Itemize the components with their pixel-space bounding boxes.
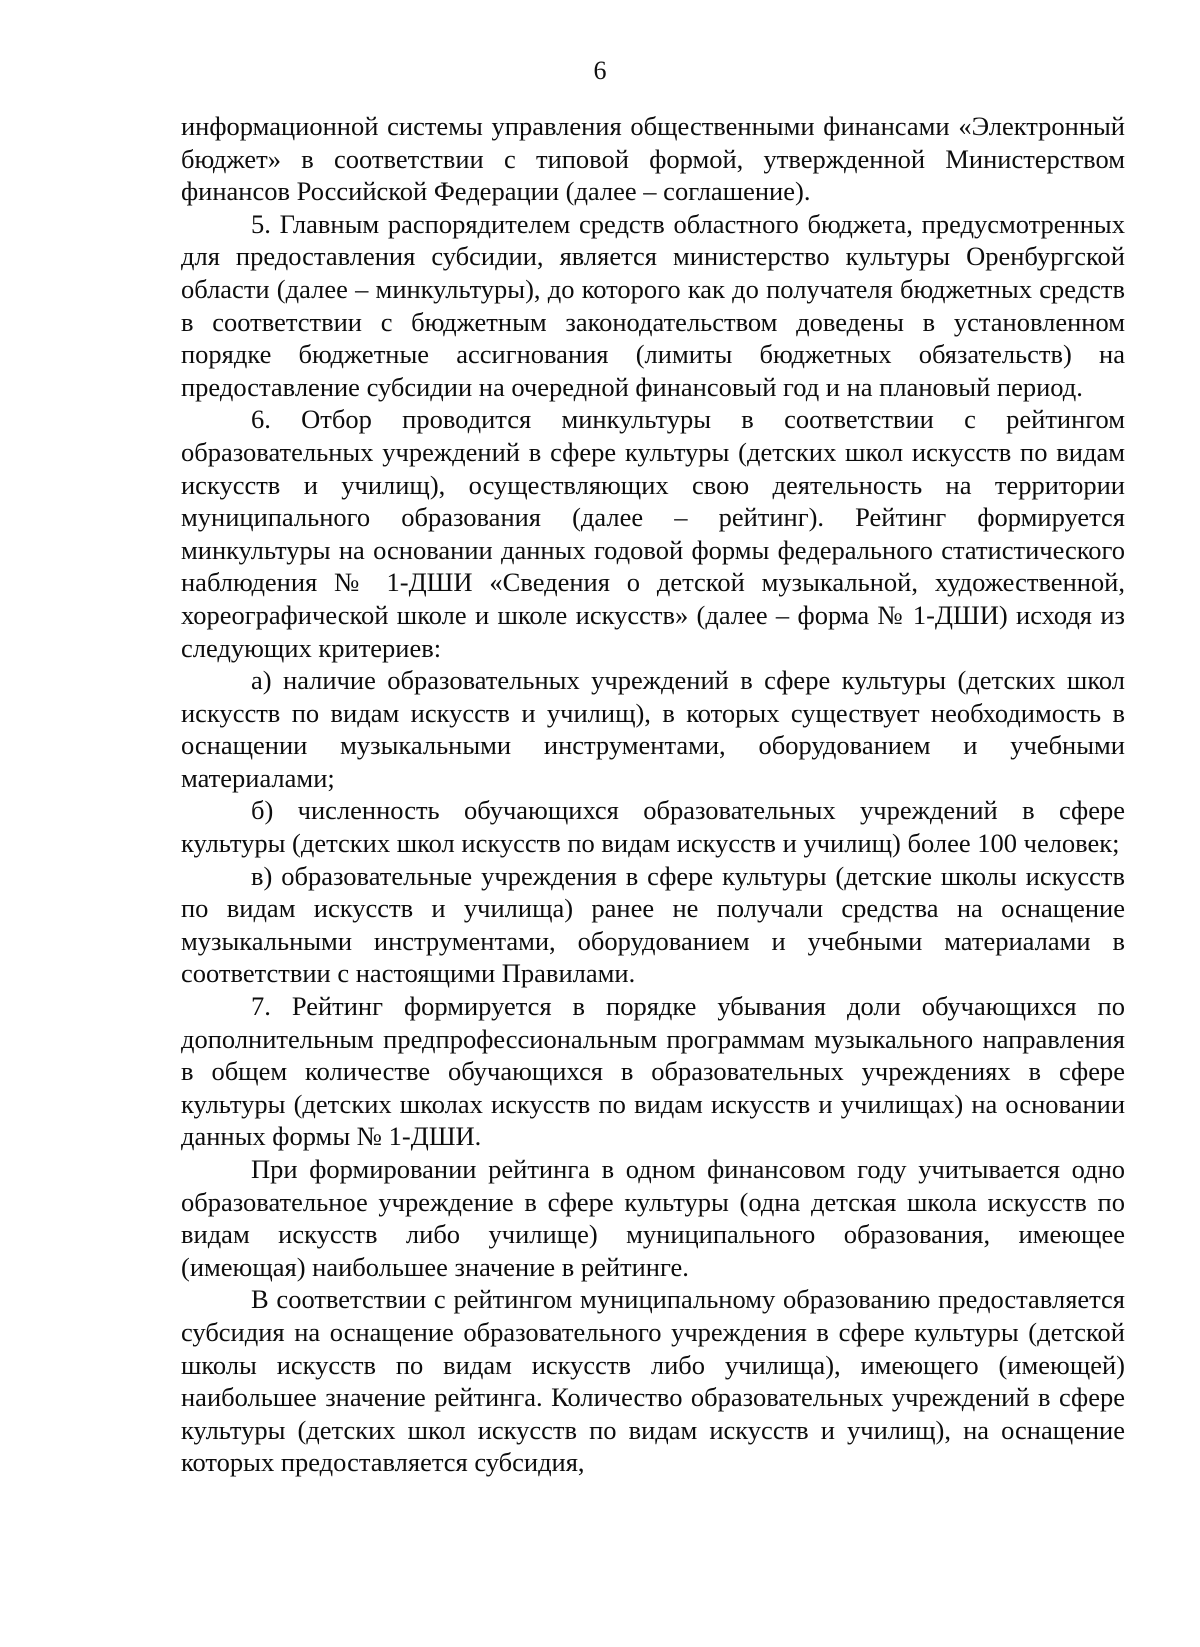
paragraph-item-6v: в) образовательные учреждения в сфере культуры (детские школы искусств по видам искусств и училища) ранее не получали средства на оснащение музыкальными инструментами, оборудованием и учебными материалами в соответствии с настоящими Правилами. xyxy=(181,860,1125,989)
paragraph-item-6: 6. Отбор проводится минкультуры в соответствии с рейтингом образовательных учреждений в сфере культуры (детских школ искусств по видам искусств и училищ), осуществляющих свою деятельность на территории муниципального образования (далее – рейтинг). Рейтинг формируется минкультуры на основании данных годовой формы федерального статистического наблюдения № 1-ДШИ «Сведения о детской музыкальной, художественной, хореографической школе и школе искусств» (далее – форма № 1-ДШИ) исходя из следующих критериев: xyxy=(181,404,1125,663)
paragraph-item-7-part-3: В соответствии с рейтингом муниципальному образованию предоставляется субсидия на оснащение образовательного учреждения в сфере культуры (детской школы искусств по видам искусств либо училища), имеющего (имеющей) наибольшее значение рейтинга. Количество образовательных учреждений в сфере культуры (детских школ искусств по видам искусств и училищ), на оснащение которых предоставляется субсидия, xyxy=(181,1284,1125,1478)
paragraph-item-6b: б) численность обучающихся образовательных учреждений в сфере культуры (детских школ искусств по видам искусств и училищ) более 100 человек; xyxy=(181,795,1125,859)
paragraph-item-5: 5. Главным распорядителем средств областного бюджета, предусмотренных для предоставления субсидии, является министерство культуры Оренбургской области (далее – минкультуры), до которого как до получателя бюджетных средств в соответствии с бюджетным законодательством доведены в установленном порядке бюджетные ассигнования (лимиты бюджетных обязательств) на предоставление субсидии на очередной финансовый год и на плановый период. xyxy=(181,208,1125,402)
document-body xyxy=(181,110,1125,1479)
paragraph-continuation: информационной системы управления общественными финансами «Электронный бюджет» в соответствии с типовой формой, утвержденной Министерством финансов Российской Федерации (далее – соглашение). xyxy=(181,111,1125,207)
paragraph-item-7-part-2: При формировании рейтинга в одном финансовом году учитывается одно образовательное учреждение в сфере культуры (одна детская школа искусств по видам искусств либо училище) муниципального образования, имеющее (имеющая) наибольшее значение в рейтинге. xyxy=(181,1154,1125,1282)
paragraph-item-7: 7. Рейтинг формируется в порядке убывания доли обучающихся по дополнительным предпрофессиональным программам музыкального направления в общем количестве обучающихся в образовательных учреждениях в сфере культуры (детских школах искусств по видам искусств и училищах) на основании данных формы № 1-ДШИ. xyxy=(181,991,1125,1152)
page-number: 6 xyxy=(593,56,607,85)
paragraph-item-6a: а) наличие образовательных учреждений в сфере культуры (детских школ искусств по видам искусств и училищ), в которых существует необходимость в оснащении музыкальными инструментами, оборудованием и учебными материалами; xyxy=(181,665,1125,793)
